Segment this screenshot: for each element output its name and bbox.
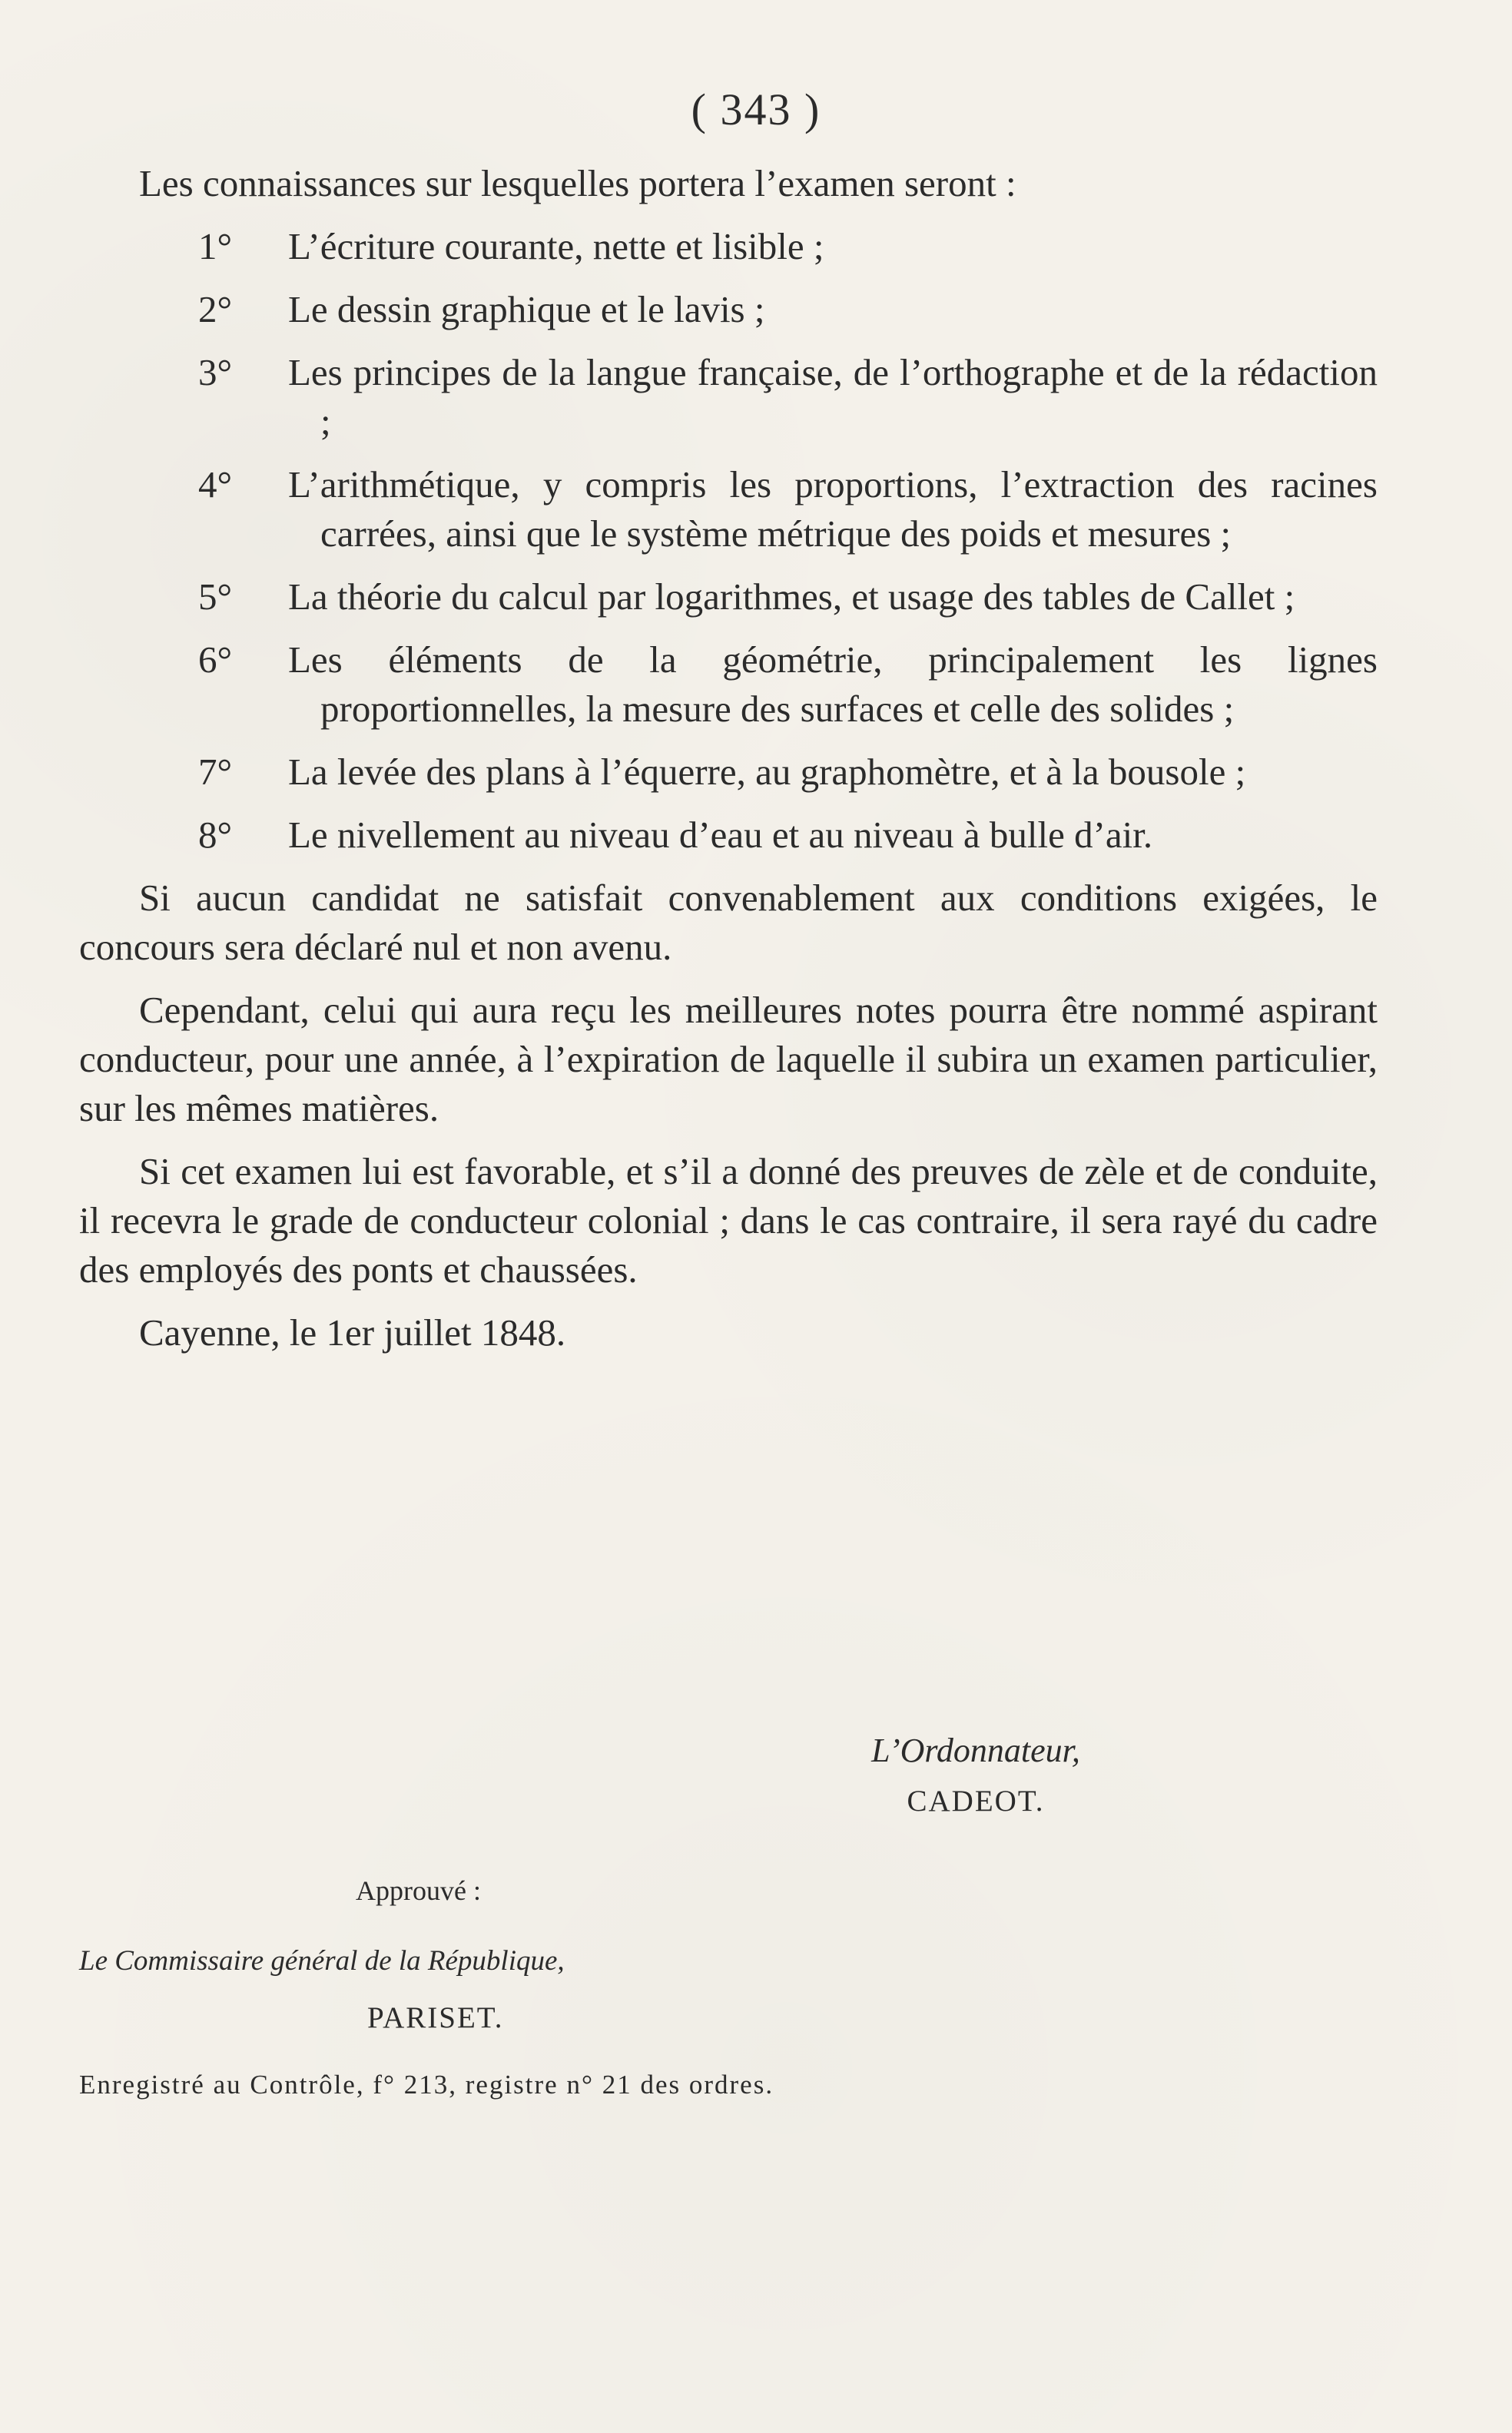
item-text: La levée des plans à l’équerre, au graphomètre, et à la bousole ; [288, 751, 1246, 793]
exam-item [79, 572, 1378, 622]
item-number: 4° [198, 463, 233, 505]
approval-label: Approuvé : [356, 1875, 481, 1906]
approver-name: PARISET. [367, 2001, 504, 2034]
page-number: ( 343 ) [691, 85, 821, 134]
signer-name: CADEOT. [907, 1785, 1045, 1818]
exam-item [79, 222, 1378, 271]
item-text: Le dessin graphique et le lavis ; [288, 288, 765, 330]
item-text: Le nivellement au niveau d’eau et au niveau à bulle d’air. [288, 814, 1153, 856]
item-number: 1° [198, 225, 233, 267]
exam-item [79, 285, 1378, 334]
item-number: 3° [198, 351, 233, 393]
item-text: L’arithmétique, y compris les proportions, l’extraction des racines carrées, ainsi que le système métrique des poids et mesures ; [288, 463, 1378, 555]
item-text: Les éléments de la géométrie, principalement les lignes proportionnelles, la mesure des surfaces et celle des solides ; [288, 638, 1378, 730]
item-number: 7° [198, 751, 233, 793]
item-text: Les principes de la langue française, de l’orthographe et de la rédaction ; [288, 351, 1378, 443]
registration-note: Enregistré au Contrôle, f° 213, registre n° 21 des ordres. [79, 2070, 774, 2100]
exam-item [79, 635, 1378, 734]
item-number: 8° [198, 814, 233, 856]
signature-block [761, 1729, 1191, 1830]
exam-item [79, 348, 1378, 446]
document-body [79, 159, 1378, 1357]
item-number: 2° [198, 288, 233, 330]
body-paragraph: Si aucun candidat ne satisfait convenablement aux conditions exigées, le concours sera déclaré nul et non avenu. [79, 877, 1378, 968]
intro-paragraph: Les connaissances sur lesquelles portera l’examen seront : [139, 162, 1016, 204]
place-date: Cayenne, le 1er juillet 1848. [139, 1311, 566, 1354]
item-number: 5° [198, 575, 233, 618]
body-paragraph: Si cet examen lui est favorable, et s’il a donné des preuves de zèle et de conduite, il recevra le grade de conducteur colonial ; dans le cas contraire, il sera rayé du cadre des employés des ponts et chaussées. [79, 1150, 1378, 1291]
approver-title: Le Commissaire général de la République, [79, 1945, 565, 1977]
exam-item [79, 810, 1378, 860]
item-text: L’écriture courante, nette et lisible ; [288, 225, 824, 267]
body-paragraph: Cependant, celui qui aura reçu les meilleures notes pourra être nommé aspirant conducteur, pour une année, à l’expiration de laquelle il subira un examen particulier, sur les mêmes matières. [79, 989, 1378, 1129]
exam-item [79, 460, 1378, 559]
item-number: 6° [198, 638, 233, 681]
exam-item [79, 747, 1378, 797]
signer-title: L’Ordonnateur, [871, 1732, 1080, 1769]
item-text: La théorie du calcul par logarithmes, et usage des tables de Callet ; [288, 575, 1295, 618]
